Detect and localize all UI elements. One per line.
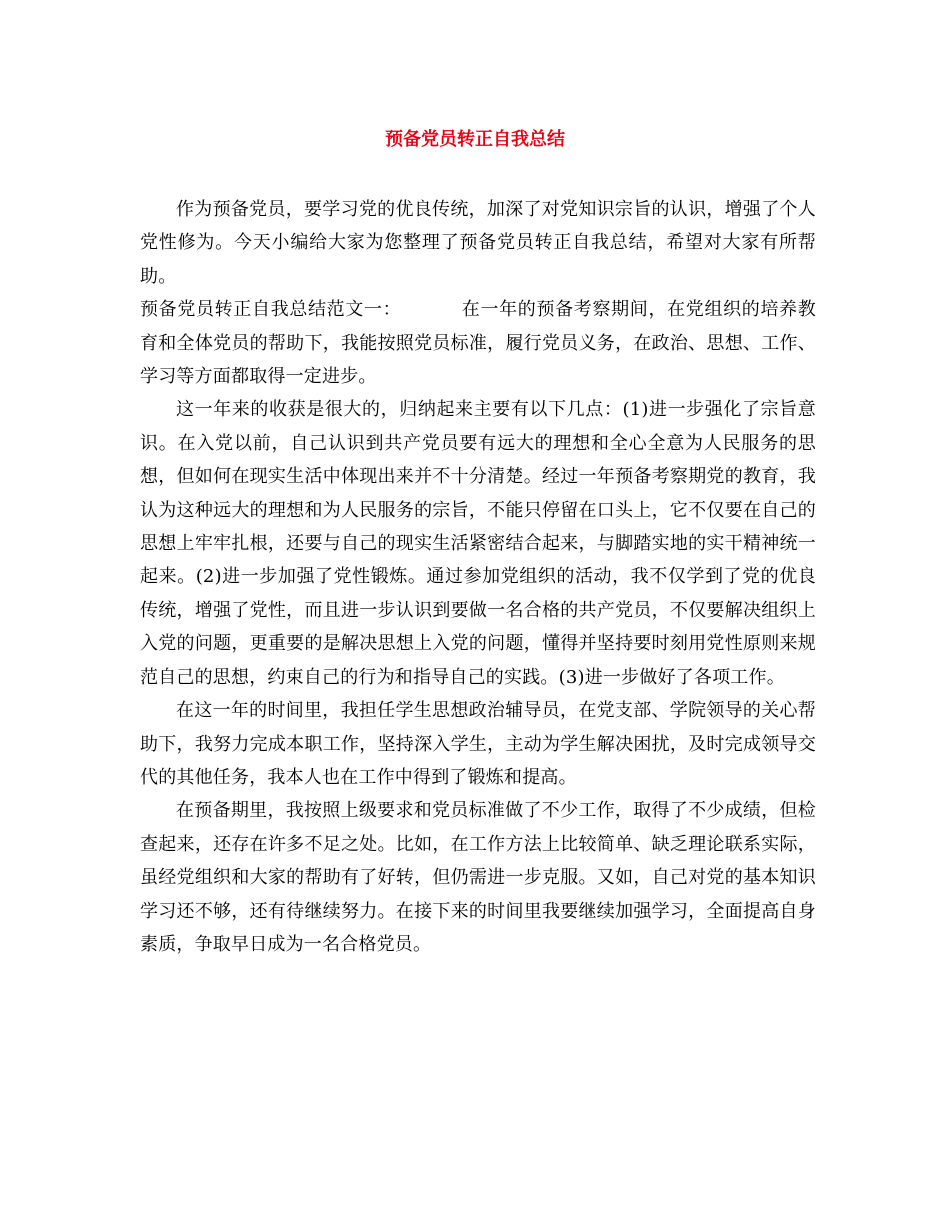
gains-paragraph: 这一年来的收获是很大的，归纳起来主要有以下几点：(1)进一步强化了宗旨意识。在入党以前，自己认识到共产党员要有远大的理想和全心全意为人民服务的思想，但如何在现实生活中体现出来并不十分清楚。经过一年预备考察期党的教育，我认为这种远大的理想和为人民服务的宗旨，不能只停留在口头上，它不仅要在自己的思想上牢牢扎根，还要与自己的现实生活紧密结合起来，与脚踏实地的实干精神统一起来。(2)进一步加强了党性锻炼。通过参加党组织的活动，我不仅学到了党的优良传统，增强了党性，而且进一步认识到要做一名合格的共产党员，不仅要解决组织上入党的问题，更重要的是解决思想上入党的问题，懂得并坚持要时刻用党性原则来规范自己的思想，约束自己的行为和指导自己的实践。(3)进一步做好了各项工作。 [140, 399, 816, 688]
work-paragraph: 在这一年的时间里，我担任学生思想政治辅导员，在党支部、学院领导的关心帮助下，我努力完成本职工作，坚持深入学生，主动为学生解决困扰，及时完成领导交代的其他任务，我本人也在工作中得到了锻炼和提高。 [140, 700, 816, 788]
document-body [140, 193, 816, 961]
sample-lead-text: 在一年的预备考察期间，在党组织的培养教育和全体党员的帮助下，我能按照党员标准，履行党员义务，在政治、思想、工作、学习等方面都取得一定进步。 [140, 299, 816, 388]
document-title: 预备党员转正自我总结 [385, 129, 565, 150]
sample-paragraph [140, 293, 816, 393]
intro-paragraph: 作为预备党员，要学习党的优良传统，加深了对党知识宗旨的认识，增强了个人党性修为。今天小编给大家为您整理了预备党员转正自我总结，希望对大家有所帮助。 [140, 199, 816, 287]
sample-heading: 预备党员转正自我总结范文一： [140, 299, 402, 321]
shortcomings-paragraph: 在预备期里，我按照上级要求和党员标准做了不少工作，取得了不少成绩，但检查起来，还存在许多不足之处。比如，在工作方法上比较简单、缺乏理论联系实际，虽经党组织和大家的帮助有了好转，但仍需进一步克服。又如，自己对党的基本知识学习还不够，还有待继续努力。在接下来的时间里我要继续加强学习，全面提高自身素质，争取早日成为一名合格党员。 [140, 800, 816, 955]
